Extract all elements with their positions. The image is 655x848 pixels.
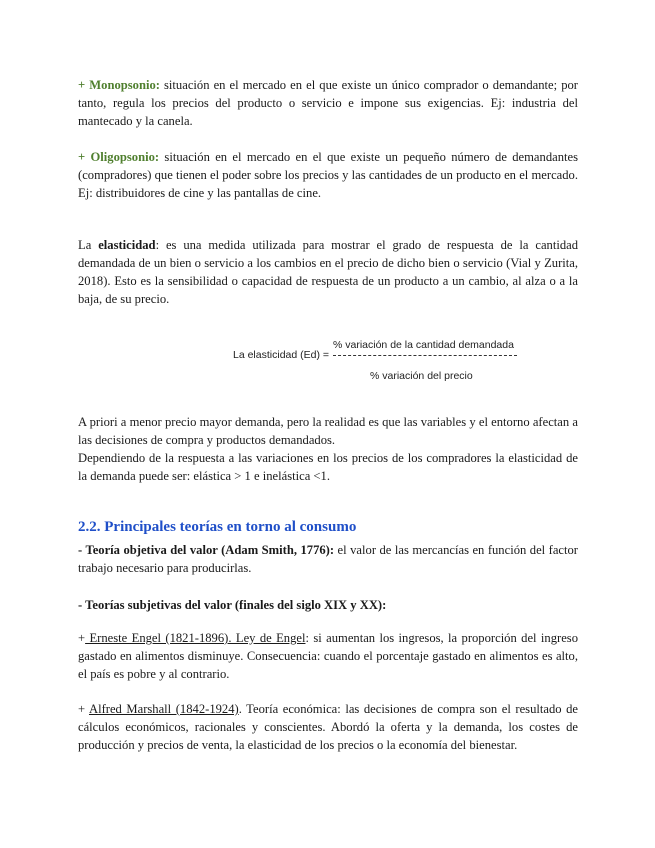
oligopsonio-text: situación en el mercado en el que existe un pequeño número de demandantes (compradores) que tienen el poder sobre los precios y las cantidades de un producto en el mercado. Ej: distribuidores de cine y las pantallas de cine.: [78, 150, 578, 200]
section-heading: 2.2. Principales teorías en torno al consumo: [78, 519, 357, 535]
engel-name: Erneste Engel (1821-1896). Ley de Engel: [85, 631, 306, 645]
engel-plus: +: [78, 631, 86, 645]
elasticidad-text: : es una medida utilizada para mostrar el grado de respuesta de la cantidad demandada de un bien o servicio a los cambios en el precio de dicho bien o servicio (Vial y Zurita, 2018). Esto es la sensibilidad o capacidad de respuesta de un producto a un cambio, al alza o a la baja, de su precio.: [78, 238, 579, 306]
formula-numerator: % variación de la cantidad demandada: [333, 339, 514, 351]
elasticidad-paragraph: [78, 236, 578, 308]
monopsonio-text: situación en el mercado en el que existe un único comprador o demandante; por tanto, regula los precios del producto o servicio e impone sus exigencias. Ej: industria del mantecado y la canela.: [78, 78, 578, 128]
monopsonio-term: + Monopsonio:: [78, 78, 160, 92]
apriori-line2: Dependiendo de la respuesta a las variaciones en los precios de los compradores la elasticidad de la demanda puede ser: elástica > 1 e inelástica <1.: [78, 451, 578, 483]
marshall-name: Alfred Marshall (1842-1924): [88, 702, 239, 716]
engel-text: : si aumentan los ingresos, la proporción del ingreso gastado en alimentos disminuye. Consecuencia: cuando el porcentaje gastado en alimentos es alto, el país es pobre y al contrario.: [78, 631, 578, 681]
oligopsonio-paragraph: [78, 148, 578, 202]
formula-denominator: % variación del precio: [370, 370, 473, 382]
elasticidad-term: elasticidad: [98, 238, 156, 252]
formula-lhs: La elasticidad (Ed) =: [233, 349, 330, 361]
apriori-paragraph: [78, 413, 578, 485]
marshall-paragraph: [78, 700, 578, 754]
objetiva-term: - Teoría objetiva del valor (Adam Smith, 1776):: [78, 543, 335, 557]
marshall-text: . Teoría económica: las decisiones de compra son el resultado de cálculos económicos, racionales y conscientes. Abordó la oferta y la demanda, los costes de producción y precios de venta, la elasticidad de los precios o la economía del bienestar.: [78, 702, 578, 752]
monopsonio-paragraph: [78, 76, 578, 130]
engel-paragraph: [78, 629, 578, 683]
subjetivas-heading: - Teorías subjetivas del valor (finales del siglo XIX y XX):: [78, 598, 387, 612]
apriori-line1: A priori a menor precio mayor demanda, pero la realidad es que las variables y el entorno afectan a las decisiones de compra y productos demandados.: [78, 415, 578, 447]
objetiva-paragraph: [78, 541, 578, 577]
oligopsonio-term: + Oligopsonio:: [78, 150, 160, 164]
elasticidad-prefix: La: [78, 238, 99, 252]
marshall-plus: +: [78, 702, 89, 716]
formula-fraction-line: [333, 355, 517, 356]
objetiva-text: el valor de las mercancías en función del factor trabajo necesario para producirlas.: [78, 543, 579, 575]
